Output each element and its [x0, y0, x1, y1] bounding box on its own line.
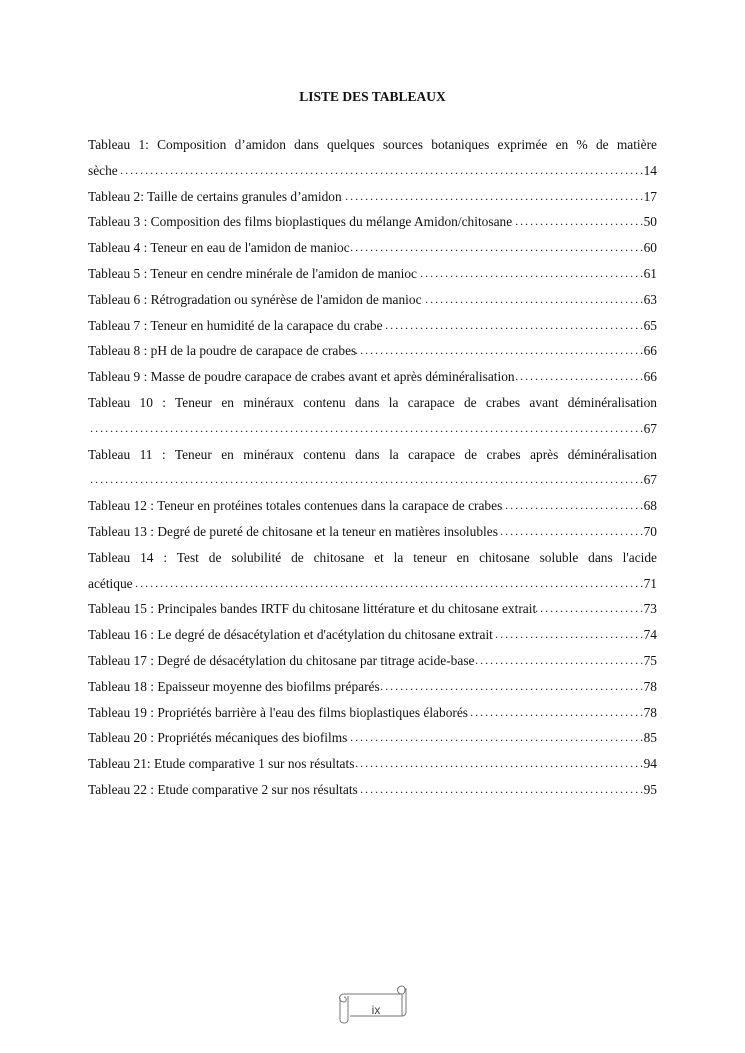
entry-title: Tableau 6 : Rétrogradation ou synérèse de l'amidon de manioc [88, 291, 422, 307]
entry-title: Tableau 17 : Degré de désacétylation du chitosane par titrage acide-base [88, 652, 475, 668]
toc-entry[interactable] [88, 364, 657, 390]
entry-page-number: 73 [643, 601, 657, 617]
toc-entry[interactable] [88, 674, 657, 700]
dot-leader [356, 338, 642, 364]
toc-entry[interactable] [88, 132, 657, 184]
entry-title: Tableau 10 : Teneur en minéraux contenu dans la carapace de crabes avant déminéralisation [88, 394, 657, 410]
entry-title: Tableau 5 : Teneur en cendre minérale de l'amidon de manioc [88, 265, 417, 281]
entry-page-number: 74 [643, 627, 657, 643]
entry-page-number: 94 [643, 756, 657, 772]
entry-line [88, 519, 657, 545]
entry-page-number: 60 [643, 240, 657, 256]
toc-entry[interactable] [88, 338, 657, 364]
toc-entry[interactable] [88, 751, 657, 777]
entry-line [88, 364, 657, 390]
toc-entry[interactable] [88, 261, 657, 287]
entry-title: Tableau 2: Taille de certains granules d’amidon [88, 188, 342, 204]
entry-title: Tableau 3 : Composition des films bioplastiques du mélange Amidon/chitosane [88, 214, 513, 230]
entry-title: Tableau 13 : Degré de pureté de chitosane et la teneur en matières insolubles [88, 523, 498, 539]
dot-leader [417, 261, 643, 287]
entry-line [88, 467, 657, 493]
entry-page-number: 14 [643, 162, 657, 178]
entry-page-number: 65 [643, 317, 657, 333]
entry-line [88, 338, 657, 364]
entry-line [88, 777, 657, 803]
toc-entry[interactable] [88, 519, 657, 545]
dot-leader [358, 777, 643, 803]
entry-line [88, 158, 657, 184]
toc-entry[interactable] [88, 700, 657, 726]
entry-line [88, 674, 657, 700]
toc-entry[interactable] [88, 777, 657, 803]
dot-leader [133, 571, 643, 597]
entry-title: Tableau 12 : Teneur en protéines totales contenues dans la carapace de crabes [88, 498, 503, 514]
dot-leader [354, 751, 642, 777]
entry-title: Tableau 4 : Teneur en eau de l'amidon de manioc [88, 240, 350, 256]
entry-page-number: 75 [643, 652, 657, 668]
entry-line [88, 700, 657, 726]
dot-leader [515, 364, 643, 390]
entry-continuation: acétique [88, 575, 133, 591]
toc-entry[interactable] [88, 184, 657, 210]
toc-entry[interactable] [88, 235, 657, 261]
entry-title: Tableau 8 : pH de la poudre de carapace de crabes [88, 343, 357, 359]
table-of-tables [88, 132, 657, 803]
entry-page-number: 17 [643, 188, 657, 204]
toc-entry[interactable] [88, 725, 657, 751]
entry-line [88, 184, 657, 210]
entry-line [88, 725, 657, 751]
toc-entry[interactable] [88, 493, 657, 519]
entry-page-number: 85 [643, 730, 657, 746]
dot-leader [493, 622, 643, 648]
toc-entry[interactable] [88, 390, 657, 442]
entry-line [88, 622, 657, 648]
page-title: LISTE DES TABLEAUX [299, 89, 446, 104]
entry-line [88, 751, 657, 777]
entry-page-number: 71 [643, 575, 657, 591]
entry-title: Tableau 14 : Test de solubilité de chitosane et la teneur en chitosane soluble dans l'acide [88, 549, 657, 565]
entry-page-number: 78 [643, 704, 657, 720]
entry-title: Tableau 11 : Teneur en minéraux contenu dans la carapace de crabes après déminéralisation [88, 446, 657, 462]
dot-leader [380, 674, 643, 700]
dot-leader [502, 493, 642, 519]
dot-leader [88, 467, 643, 493]
entry-page-number: 78 [643, 678, 657, 694]
toc-entry[interactable] [88, 442, 657, 494]
dot-leader [350, 235, 643, 261]
entry-title: Tableau 9 : Masse de poudre carapace de crabes avant et après déminéralisation [88, 369, 515, 385]
entry-page-number: 70 [643, 523, 657, 539]
dot-leader [347, 725, 642, 751]
entry-page-number: 66 [643, 369, 657, 385]
toc-entry[interactable] [88, 287, 657, 313]
entry-page-number: 95 [643, 781, 657, 797]
entry-line [88, 596, 657, 622]
toc-entry[interactable] [88, 209, 657, 235]
entry-page-number: 67 [643, 472, 657, 488]
entry-title: Tableau 7 : Teneur en humidité de la carapace du crabe [88, 317, 383, 333]
entry-line [88, 493, 657, 519]
dot-leader [512, 209, 642, 235]
entry-line [88, 313, 657, 339]
entry-title: Tableau 1: Composition d’amidon dans quelques sources botaniques exprimée en % de matière [88, 137, 657, 152]
entry-page-number: 61 [643, 265, 657, 281]
dot-leader [422, 287, 643, 313]
entry-title: Tableau 18 : Epaisseur moyenne des biofilms préparés [88, 678, 380, 694]
entry-title: Tableau 22 : Etude comparative 2 sur nos résultats [88, 781, 358, 797]
dot-leader [536, 596, 642, 622]
entry-title: Tableau 19 : Propriétés barrière à l'eau des films bioplastiques élaborés [88, 704, 469, 720]
entry-line [88, 261, 657, 287]
entry-page-number: 68 [643, 498, 657, 514]
entry-page-number: 50 [643, 214, 657, 230]
toc-entry[interactable] [88, 648, 657, 674]
entry-line [88, 416, 657, 442]
entry-title: Tableau 21: Etude comparative 1 sur nos résultats [88, 756, 355, 772]
dot-leader [498, 519, 643, 545]
dot-leader [468, 700, 643, 726]
entry-continuation: sèche [88, 162, 118, 178]
entry-page-number: 63 [643, 291, 657, 307]
dot-leader [474, 648, 642, 674]
toc-entry[interactable] [88, 313, 657, 339]
toc-entry[interactable] [88, 622, 657, 648]
page-number: ix [371, 1003, 381, 1017]
dot-leader [383, 313, 643, 339]
entry-line [88, 235, 657, 261]
entry-line [88, 287, 657, 313]
entry-line [88, 209, 657, 235]
entry-title: Tableau 20 : Propriétés mécaniques des biofilms [88, 730, 348, 746]
entry-line [88, 648, 657, 674]
entry-page-number: 67 [643, 420, 657, 436]
entry-page-number: 66 [643, 343, 657, 359]
toc-entry[interactable] [88, 545, 657, 597]
dot-leader [88, 416, 643, 442]
dot-leader [342, 184, 643, 210]
toc-entry[interactable] [88, 596, 657, 622]
entry-title: Tableau 15 : Principales bandes IRTF du chitosane littérature et du chitosane extrait [88, 601, 537, 617]
dot-leader [118, 158, 643, 184]
entry-title: Tableau 16 : Le degré de désacétylation et d'acétylation du chitosane extrait [88, 627, 493, 643]
entry-line [88, 571, 657, 597]
